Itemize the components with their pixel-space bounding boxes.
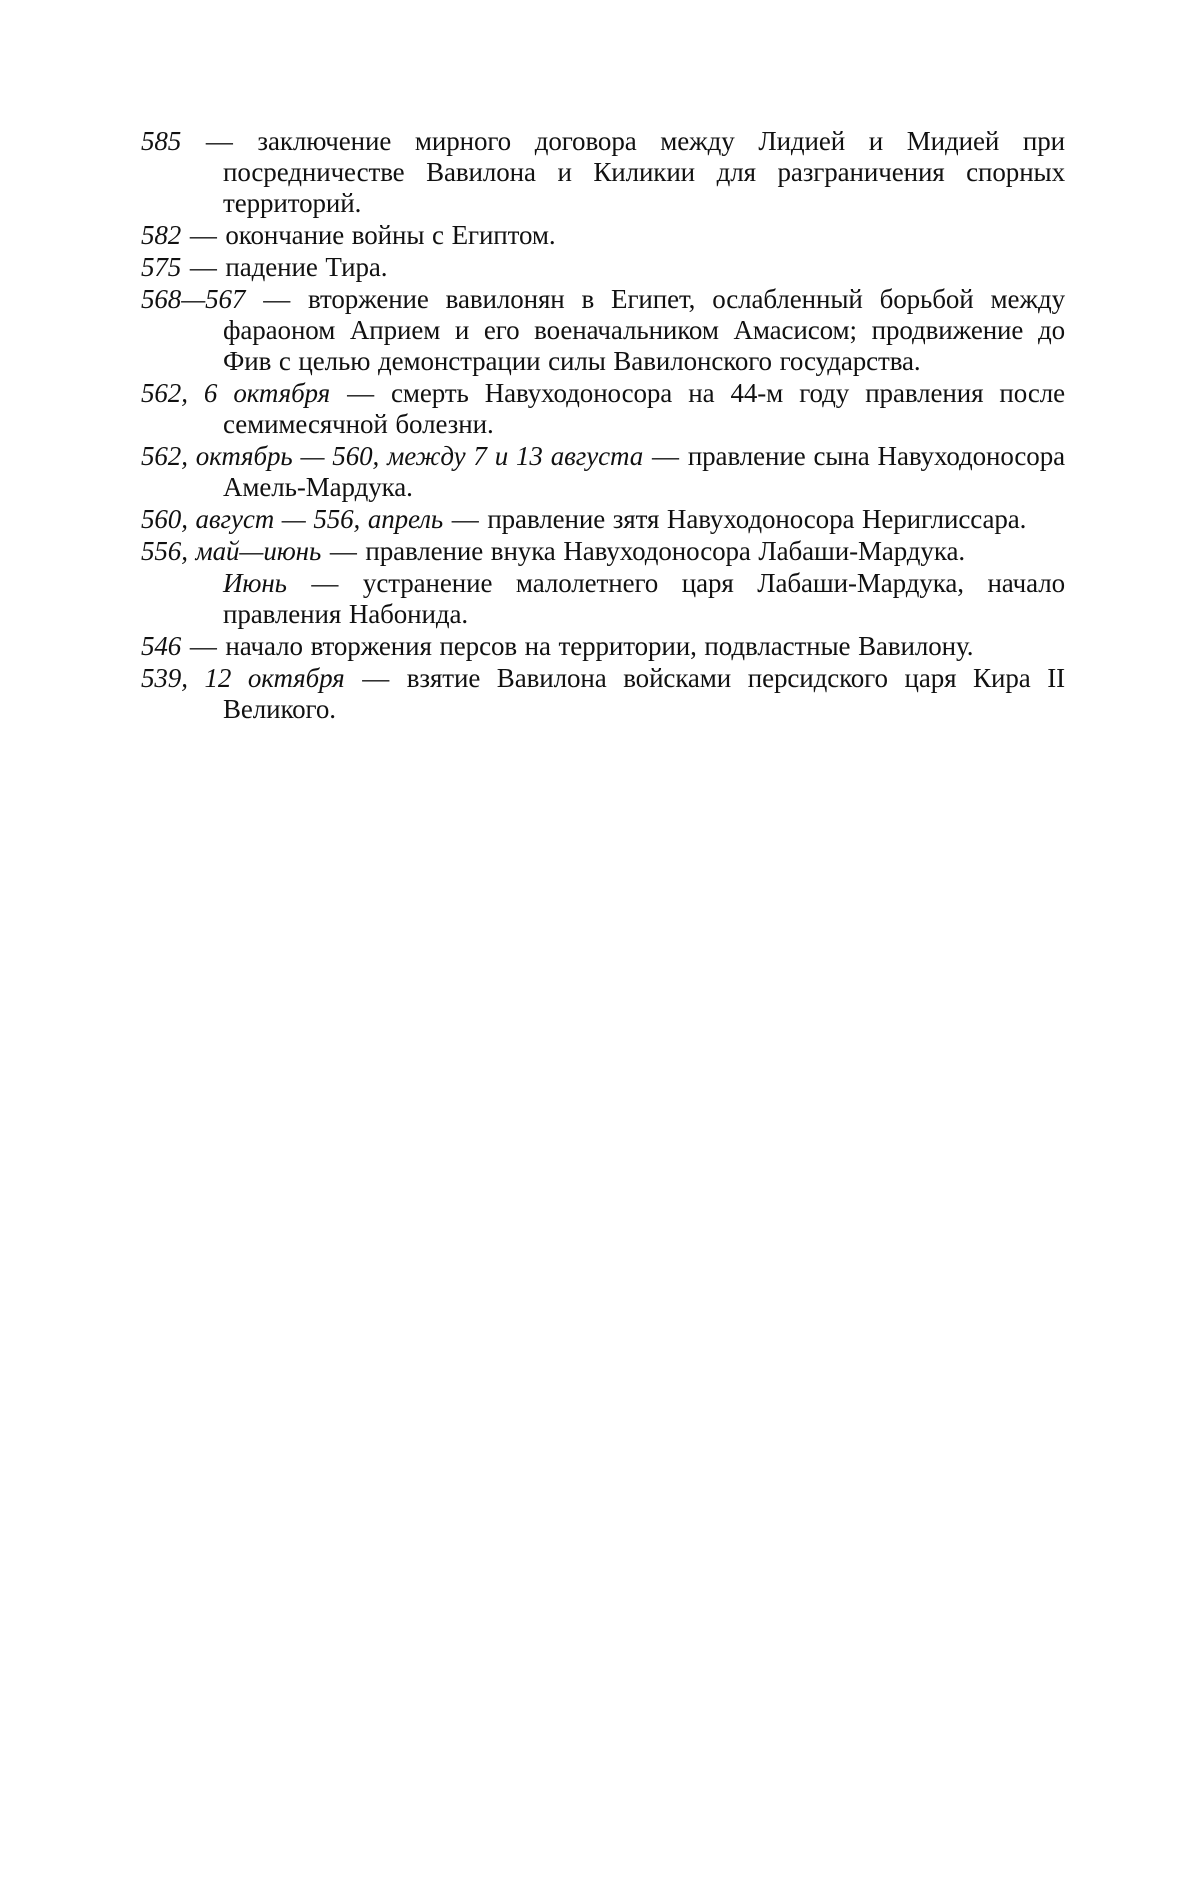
- entry-date: 539, 12 октября: [141, 663, 345, 693]
- entry-date: 568—567: [141, 284, 245, 314]
- entry-text: взятие Вавилона войсками персидского царя Кира II Великого.: [223, 663, 1065, 724]
- chronology-entry: 556, май—июнь — правление внука Навуходоносора Лабаши-Мардука.: [141, 536, 1065, 567]
- entry-text: вторжение вавилонян в Египет, ослабленный борьбой между фараоном Априем и его военачальником Амасисом; продвижение до Фив с целью демонстрации силы Вавилонского государства.: [223, 284, 1065, 376]
- entry-text: смерть Навуходоносора на 44-м году правления после семимесячной болезни.: [223, 378, 1065, 439]
- chronology-entry: 562, 6 октября — смерть Навуходоносора на 44-м году правления после семимесячной болезни.: [141, 378, 1065, 440]
- chronology-entry: 585 — заключение мирного договора между Лидией и Мидией при посредничестве Вавилона и Киликии для разграничения спорных территорий.: [141, 126, 1065, 219]
- entry-text: начало вторжения персов на территории, подвластные Вавилону.: [225, 631, 973, 661]
- entry-date: 582: [141, 220, 181, 250]
- entry-text: окончание войны с Египтом.: [225, 220, 555, 250]
- chronology-entry: 568—567 — вторжение вавилонян в Египет, ослабленный борьбой между фараоном Априем и его военачальником Амасисом; продвижение до Фив с целью демонстрации силы Вавилонского государства.: [141, 284, 1065, 377]
- entry-text: устранение малолетнего царя Лабаши-Мардука, начало правления Набонида.: [223, 568, 1065, 629]
- entry-text: правление зятя Навуходоносора Нериглиссара.: [487, 504, 1026, 534]
- chronology-entry: 562, октябрь — 560, между 7 и 13 августа — правление сына Навуходоносора Амель-Мардука.: [141, 441, 1065, 503]
- entry-text: падение Тира.: [225, 252, 387, 282]
- chronology-entry: 539, 12 октября — взятие Вавилона войсками персидского царя Кира II Великого.: [141, 663, 1065, 725]
- entry-text: правление внука Навуходоносора Лабаши-Мардука.: [365, 536, 965, 566]
- entry-date: 546: [141, 631, 181, 661]
- chronology-entry: 546 — начало вторжения персов на территории, подвластные Вавилону.: [141, 631, 1065, 662]
- entry-date: 585: [141, 126, 181, 156]
- entry-date: 575: [141, 252, 181, 282]
- chronology-list: [141, 126, 1065, 726]
- chronology-subentry: Июнь — устранение малолетнего царя Лабаши-Мардука, начало правления Набонида.: [141, 568, 1065, 630]
- entry-text: заключение мирного договора между Лидией и Мидией при посредничестве Вавилона и Киликии для разграничения спорных территорий.: [223, 126, 1065, 218]
- entry-date: 556, май—июнь: [141, 536, 321, 566]
- entry-date: 562, 6 октября: [141, 378, 330, 408]
- chronology-entry: 560, август — 556, апрель — правление зятя Навуходоносора Нериглиссара.: [141, 504, 1065, 535]
- entry-text: правление сына Навуходоносора Амель-Мардука.: [223, 441, 1065, 502]
- entry-date: 560, август — 556, апрель: [141, 504, 443, 534]
- entry-date: Июнь: [223, 568, 287, 598]
- entry-date: 562, октябрь — 560, между 7 и 13 августа: [141, 441, 643, 471]
- chronology-entry: 575 — падение Тира.: [141, 252, 1065, 283]
- chronology-entry: 582 — окончание войны с Египтом.: [141, 220, 1065, 251]
- document-page: [0, 0, 1200, 1878]
